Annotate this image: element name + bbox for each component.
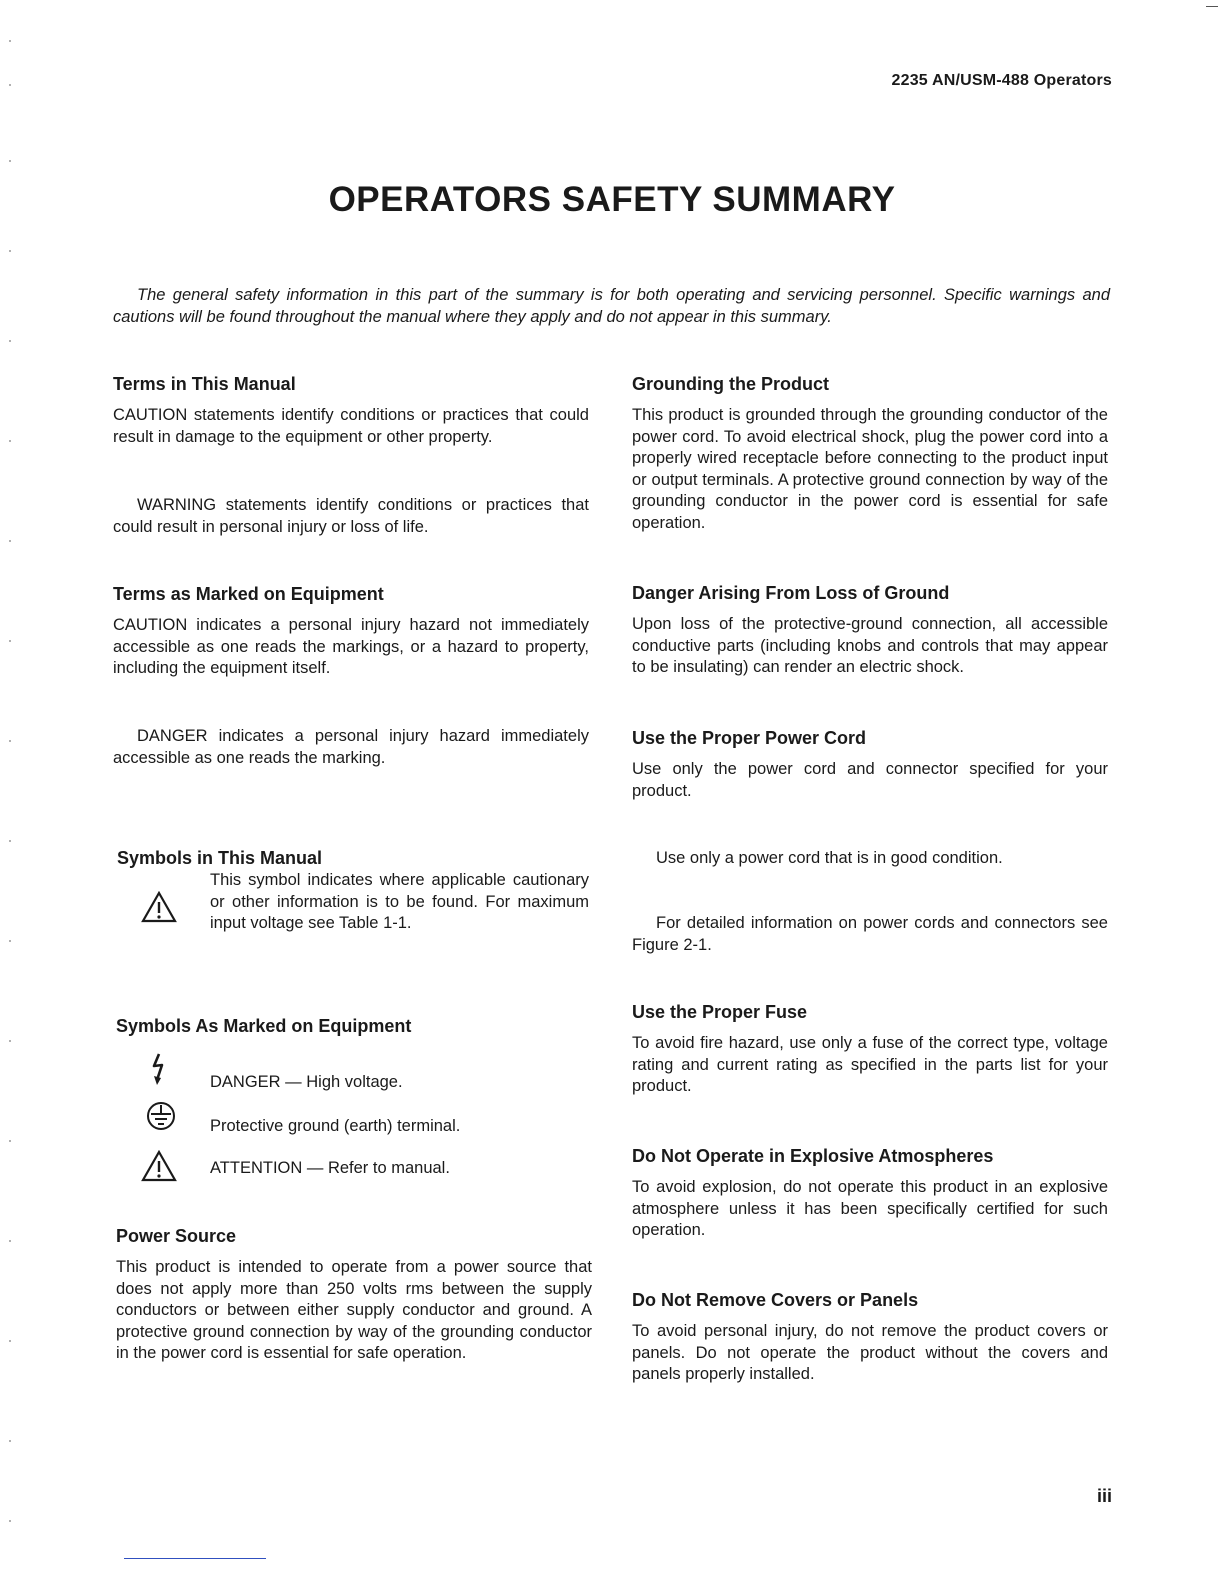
scan-artifact-line: [124, 1558, 266, 1559]
caution-triangle-icon: [141, 891, 177, 923]
caution-statement: CAUTION statements identify conditions or practices that could result in damage to the equipment or other property.: [113, 406, 589, 446]
power-cord-condition: [632, 848, 1108, 870]
symbol-equipment-row: [113, 1150, 593, 1186]
covers-text: To avoid personal injury, do not remove the product covers or panels. Do not operate the product without the covers and panels properly installed.: [632, 1322, 1108, 1383]
symbol-equipment-row: [113, 1100, 593, 1136]
symbol-manual-row: [113, 870, 593, 940]
power-cord-text: Use only the power cord and connector specified for your product.: [632, 760, 1108, 800]
page-title: OPERATORS SAFETY SUMMARY: [328, 180, 896, 219]
intro-paragraph: The general safety information in this part of the summary is for both operating and servicing personnel. Specific warnings and cautions will be found throughout the manual where they apply and do not appear in this summary.: [113, 286, 1110, 326]
section-heading: Symbols in This Manual: [117, 848, 323, 868]
danger-indicates: DANGER indicates a personal injury hazard immediately accessible as one reads the marking.: [113, 727, 589, 767]
section-loss-ground: [632, 581, 1108, 679]
attention-triangle-icon: [141, 1150, 177, 1182]
symbol-label: ATTENTION — Refer to manual.: [210, 1159, 450, 1177]
section-heading: Grounding the Product: [632, 374, 829, 394]
page-number: iii: [1096, 1486, 1112, 1506]
section-heading: Use the Proper Power Cord: [632, 728, 867, 748]
high-voltage-icon: [147, 1052, 171, 1088]
section-heading: Danger Arising From Loss of Ground: [632, 583, 950, 603]
explosive-text: To avoid explosion, do not operate this product in an explosive atmosphere unless it has been specifically certified for such operation.: [632, 1178, 1108, 1239]
section-covers: [632, 1288, 1108, 1386]
section-grounding: [632, 372, 1108, 534]
section-heading: Use the Proper Fuse: [632, 1002, 808, 1022]
power-cord-condition-text: Use only a power cord that is in good condition.: [656, 849, 1003, 867]
fuse-text: To avoid fire hazard, use only a fuse of the correct type, voltage rating and current rating as specified in the parts list for your product.: [632, 1034, 1108, 1095]
section-terms-equipment: [113, 582, 589, 680]
section-heading: Do Not Remove Covers or Panels: [632, 1290, 919, 1310]
section-heading: Symbols As Marked on Equipment: [116, 1016, 412, 1036]
warning-block: [113, 495, 589, 538]
section-heading: Power Source: [116, 1226, 237, 1246]
running-header: 2235 AN/USM-488 Operators: [891, 72, 1112, 89]
power-source-text: This product is intended to operate from a power source that does not apply more than 250 volts rms between the supply conductors or between either supply conductor and ground. A protective ground connection by way of the grounding conductor in the power cord is essential for safe operation.: [116, 1258, 592, 1362]
section-heading: Do Not Operate in Explosive Atmospheres: [632, 1146, 994, 1166]
loss-ground-text: Upon loss of the protective-ground connection, all accessible conductive parts (including knobs and controls that may appear to be insulating) can render an electric shock.: [632, 615, 1108, 676]
symbol-manual-text: This symbol indicates where applicable cautionary or other information is to be found. For maximum input voltage see Table 1-1.: [210, 871, 589, 932]
grounding-text: This product is grounded through the grounding conductor of the power cord. To avoid electrical shock, plug the power cord into a properly wired receptacle before connecting to the product input or output terminals. A protective ground connection by way of the grounding conductor in the power cord is essential for safe operation.: [632, 406, 1108, 532]
ground-terminal-icon: [145, 1100, 177, 1132]
symbol-label: DANGER — High voltage.: [210, 1073, 403, 1091]
section-symbols-equipment: [116, 1014, 592, 1038]
power-cord-figure-ref: [632, 913, 1108, 956]
corner-mark: [1206, 6, 1218, 7]
binding-margin-dots: [9, 40, 12, 1540]
section-heading: Terms as Marked on Equipment: [113, 584, 384, 604]
section-symbols-manual: [117, 846, 593, 870]
caution-indicates: CAUTION indicates a personal injury hazard not immediately accessible as one reads the markings, or a hazard to property, including the equipment itself.: [113, 616, 589, 677]
section-power-source: [116, 1224, 592, 1365]
symbol-equipment-row: [113, 1052, 593, 1092]
section-power-cord: [632, 726, 1108, 802]
section-fuse: [632, 1000, 1108, 1098]
section-terms-manual: [113, 372, 589, 448]
danger-block: [113, 726, 589, 769]
symbol-label: Protective ground (earth) terminal.: [210, 1117, 461, 1135]
section-explosive: [632, 1144, 1108, 1242]
warning-statement: WARNING statements identify conditions or practices that could result in personal injury or loss of life.: [113, 496, 589, 536]
power-cord-figure-text: For detailed information on power cords and connectors see Figure 2-1.: [632, 914, 1108, 954]
section-heading: Terms in This Manual: [113, 374, 296, 394]
